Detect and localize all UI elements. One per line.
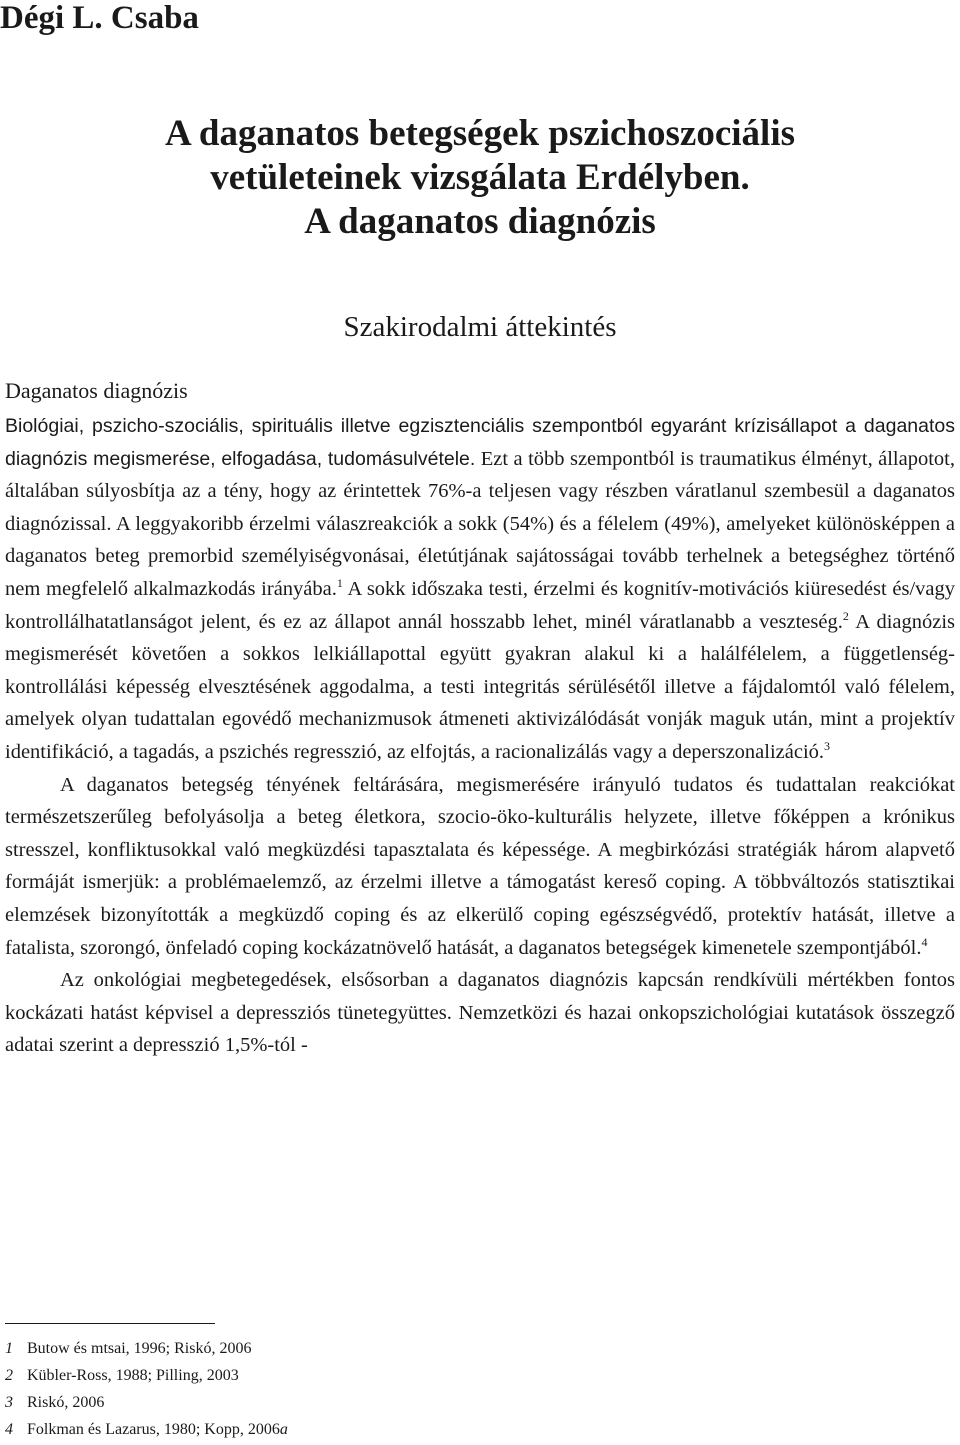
paragraph-3 [5,964,955,1062]
footnote-ref-3[interactable]: 3 [824,738,831,753]
paragraph-1-text-a: Ezt a több szempontból is traumatikus élményt, állapotot, általában súlyosbítja az a tény, hogy az érintettek 76%-a teljesen vagy részben váratlanul szembesül a daganatos diagnózissal. A leggyakoribb érzelmi válaszreakciók a sokk (54%) és a félelem (49%), amelyeket különösképpen a daganatos beteg premorbid személyiségvonásai, életútjának sajátosságai tovább terhelnek a betegséghez történő nem megfelelő alkalmazkodás irányába. [5,447,955,600]
footnote-2 [5,1362,955,1389]
footnote-divider [5,1323,215,1324]
title-line-2: vetületeinek vizsgálata Erdélyben. [210,157,750,198]
footnote-number: 2 [5,1367,13,1384]
footnote-number: 4 [5,1421,13,1438]
section-heading: Daganatos diagnózis [5,378,188,403]
footnote-text: Kübler-Ross, 1988; Pilling, 2003 [27,1367,239,1384]
paragraph-1 [5,410,955,769]
paragraph-2 [5,769,955,965]
footnote-ref-2[interactable]: 2 [842,608,849,623]
footnote-ref-1[interactable]: 1 [336,575,343,590]
footnote-text: Riskó, 2006 [27,1394,105,1411]
footnote-text: Butow és mtsai, 1996; Riskó, 2006 [27,1340,252,1357]
footnote-text: Folkman és Lazarus, 1980; Kopp, 2006 [27,1421,280,1438]
footnote-1 [5,1335,955,1362]
article-title [0,112,960,244]
article-subtitle: Szakirodalmi áttekintés [343,311,617,343]
footnote-ref-4[interactable]: 4 [921,934,928,949]
footnote-suffix: a [279,1421,288,1438]
footnotes [5,1335,955,1443]
title-line-1: A daganatos betegségek pszichoszociális [164,113,796,154]
paragraph-2-text: A daganatos betegség tényének feltárására, megismerésére irányuló tudatos és tudattalan reakciókat természetszerűleg befolyásolja a beteg életkora, szocio-öko-kulturális helyzete, illetve főképpen a krónikus stresszel, konfliktusokkal való megküzdési tapasztalata és képessége. A megbirkózási stratégiák három alapvető formáját ismerjük: a problémaelemző, az érzelmi illetve a támogatást kereső coping. A többváltozós statisztikai elemzések bizonyították a megküzdő coping és az elkerülő coping egészségvédő, protektív hatását, illetve a fatalista, szorongó, önfeladó coping kockázatnövelő hatását, a daganatos betegségek kimenetele szempontjából. [5,773,955,959]
title-line-3: A daganatos diagnózis [304,201,656,242]
author-name: Dégi L. Csaba [0,0,199,36]
footnote-number: 1 [5,1340,13,1357]
footnote-3 [5,1389,955,1416]
footnote-number: 3 [5,1394,13,1411]
footnote-4 [5,1416,955,1443]
paragraph-1-text-b: A sokk időszaka testi, érzelmi és kognitív-motivációs kiüresedést és/vagy kontrollálhatatlanságot jelent, és ez az állapot annál hosszabb lehet, minél váratlanabb a veszteség. [5,577,955,633]
body-text [5,410,955,1062]
paragraph-1-text-c: A diagnózis megismerését követően a sokkos lelkiállapottal együtt gyakran alakul ki a halálfélelem, a függetlenség-kontrollálási képesség elvesztésének aggodalma, a testi integritás sérülésétől illetve a fájdalomtól való félelem, amelyek olyan tudattalan egovédő mechanizmusok átmeneti aktivizálódását vonják maguk után, mint a projektív identifikáció, a tagadás, a pszichés regresszió, az elfojtás, a racionalizálás vagy a deperszonalizáció. [5,610,956,763]
paragraph-3-text: Az onkológiai megbetegedések, elsősorban a daganatos diagnózis kapcsán rendkívüli mértékben fontos kockázati hatást képvisel a depressziós tünetegyüttes. Nemzetközi és hazai onkopszichológiai kutatások összegző adatai szerint a depresszió 1,5%-tól - [5,969,955,1057]
paragraph-1-lead: Biológiai, pszicho-szociális, spirituális illetve egzisztenciális szempontból egyaránt krízisállapot a daganatos diagnózis megismerése, elfogadása, tudomásulvétele. [5,415,955,470]
